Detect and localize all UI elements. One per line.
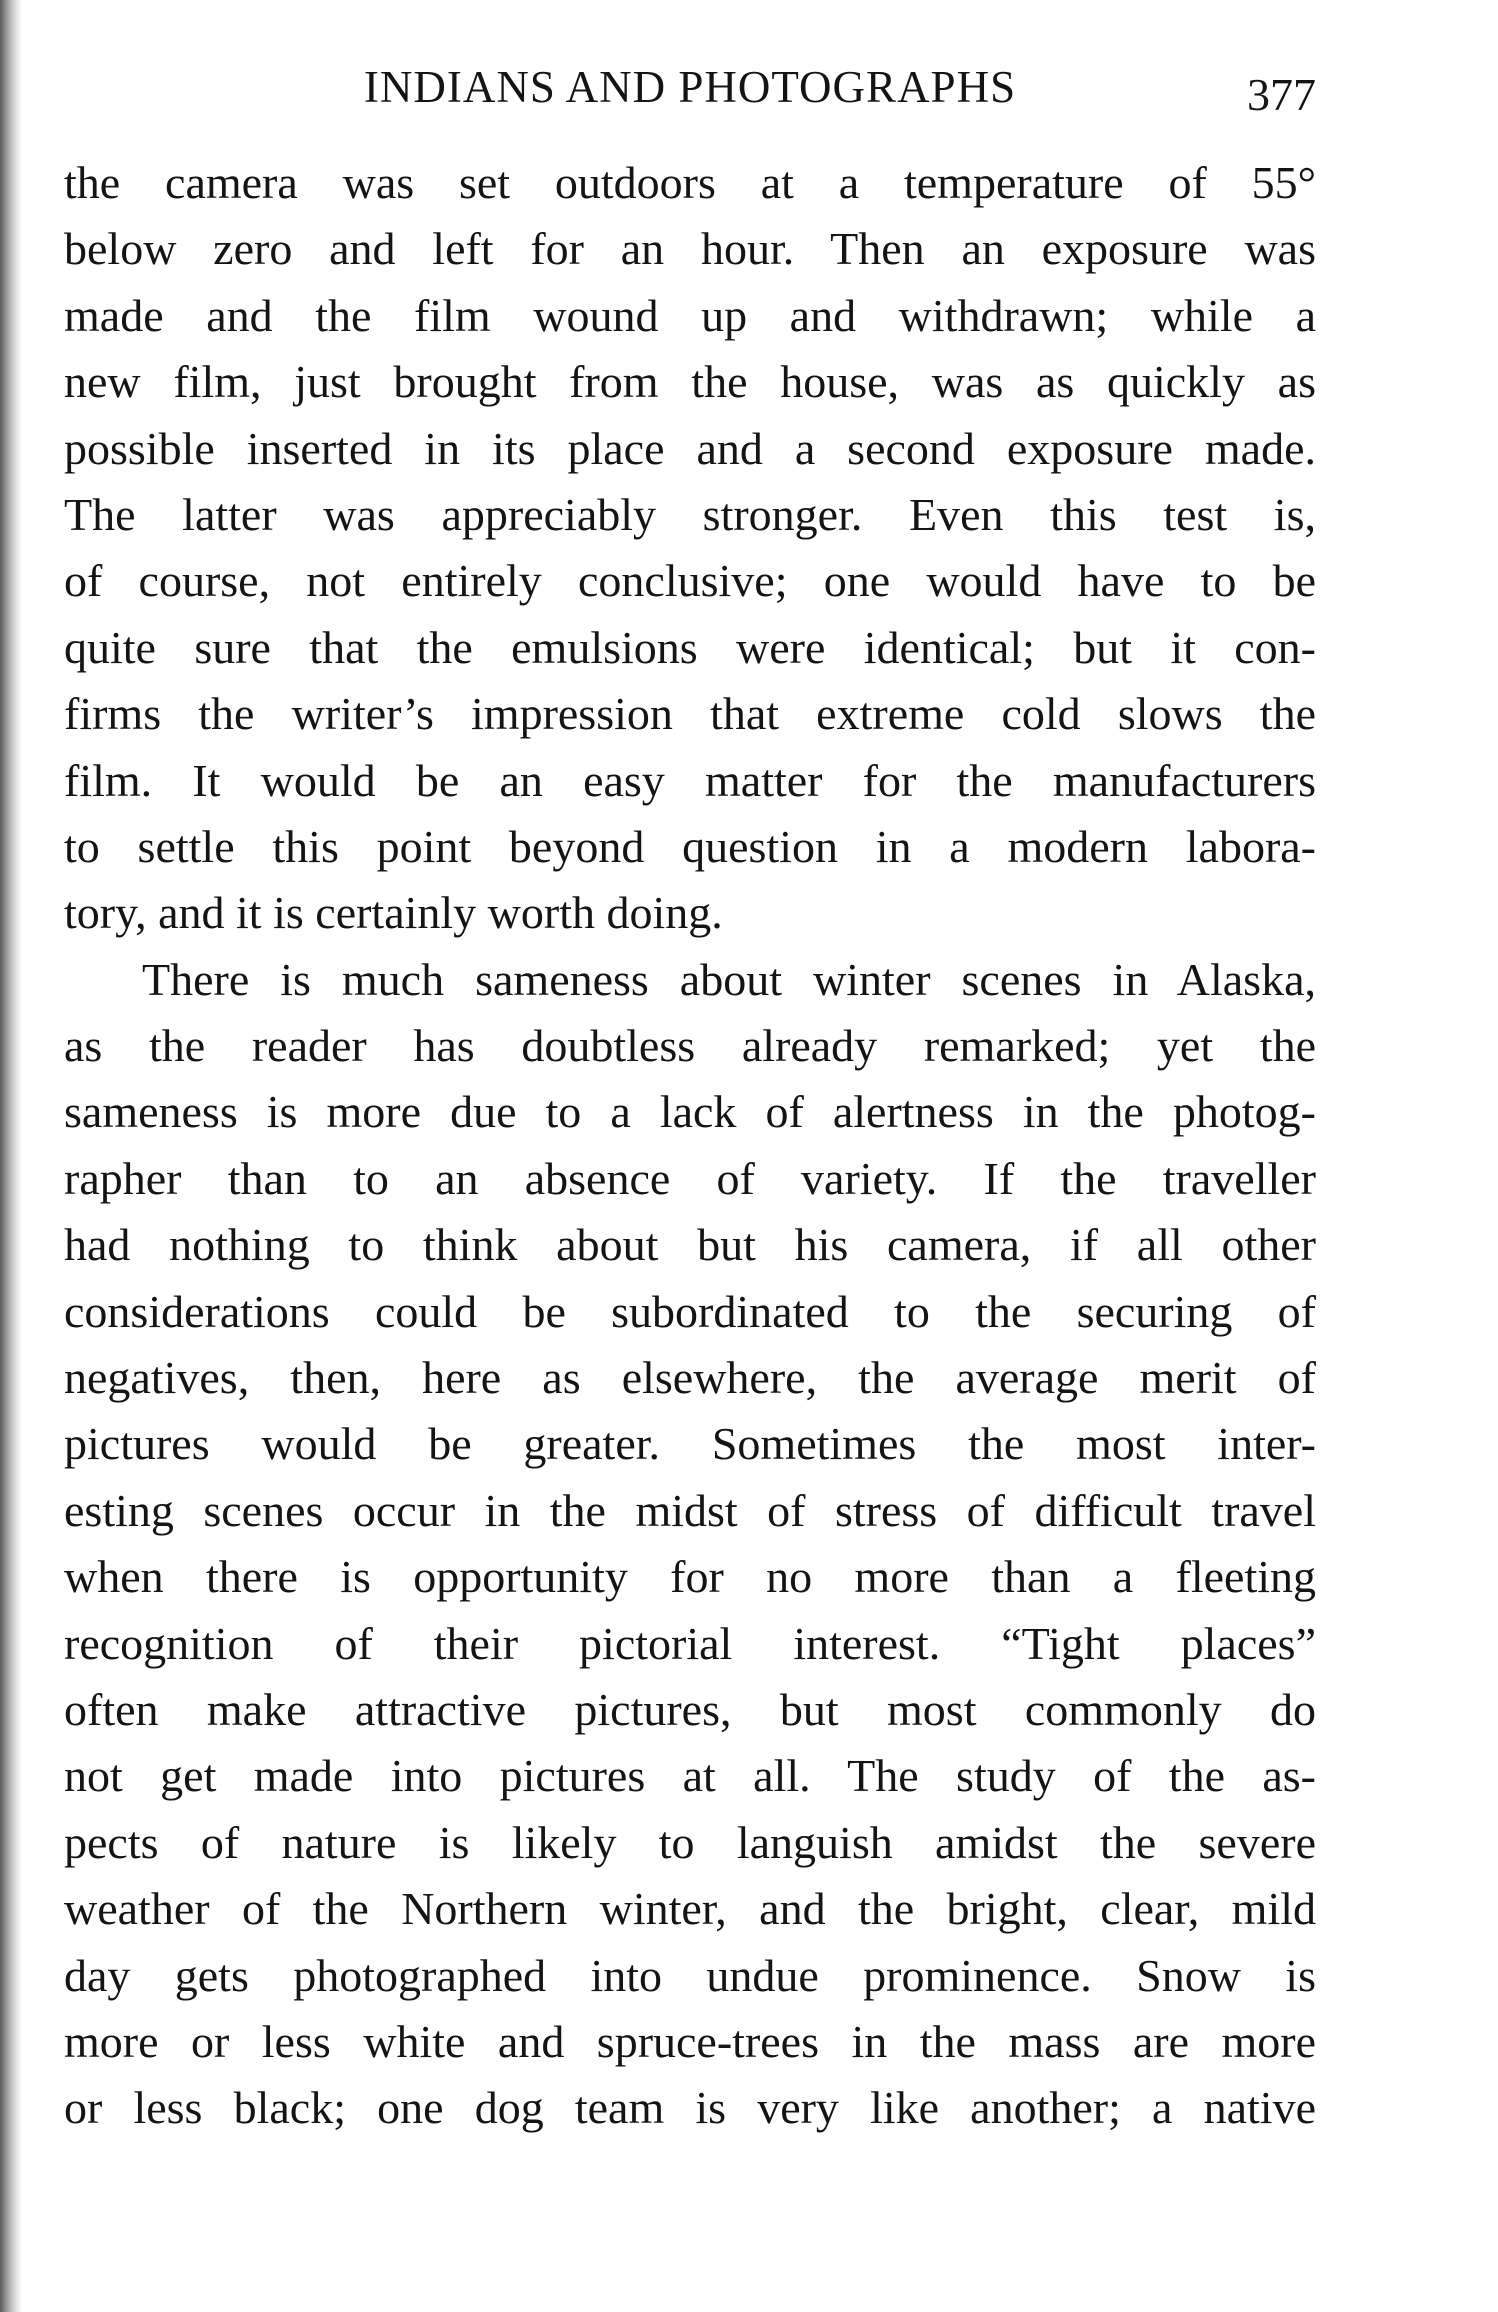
text-line: quite sure that the emulsions were identical; but it con- [64, 621, 1316, 673]
text-line: negatives, then, here as elsewhere, the average merit of [64, 1352, 1316, 1404]
text-line: rapher than to an absence of variety. If the traveller [64, 1152, 1316, 1204]
text-line: film. It would be an easy matter for the manufacturers [64, 754, 1316, 806]
text-line: tory, and it is certainly worth doing. [64, 887, 723, 939]
text-line: to settle this point beyond question in a modern labora- [64, 820, 1316, 872]
text-line: made and the film wound up and withdrawn; while a [64, 289, 1316, 341]
text-line: not get made into pictures at all. The study of the as- [64, 1750, 1316, 1802]
text-line: had nothing to think about but his camera, if all other [64, 1219, 1316, 1271]
text-line: when there is opportunity for no more than a fleeting [64, 1551, 1316, 1603]
page-number: 377 [1247, 69, 1316, 120]
text-line: The latter was appreciably stronger. Even this test is, [64, 488, 1316, 540]
text-line: often make attractive pictures, but most commonly do [64, 1683, 1316, 1735]
text-line: or less black; one dog team is very like another; a native [64, 2082, 1316, 2134]
page-binding-edge [0, 0, 22, 2312]
running-head-title: INDIANS AND PHOTOGRAPHS [363, 62, 1017, 112]
text-line: more or less white and spruce-trees in the mass are more [64, 2015, 1316, 2067]
text-line: possible inserted in its place and a second exposure made. [64, 422, 1316, 474]
body-text [64, 150, 1316, 2142]
text-line: day gets photographed into undue prominence. Snow is [64, 1949, 1316, 2001]
text-line: as the reader has doubtless already remarked; yet the [64, 1020, 1316, 1072]
text-line: pictures would be greater. Sometimes the most inter- [64, 1418, 1316, 1470]
text-line: esting scenes occur in the midst of stress of difficult travel [64, 1484, 1316, 1536]
text-line: firms the writer’s impression that extreme cold slows the [64, 688, 1316, 740]
text-line: sameness is more due to a lack of alertness in the photog- [64, 1086, 1316, 1138]
text-line: the camera was set outdoors at a temperature of 55° [64, 157, 1316, 208]
text-line: There is much sameness about winter scenes in Alaska, [142, 953, 1316, 1005]
text-line: pects of nature is likely to languish amidst the severe [64, 1816, 1316, 1868]
running-head [64, 52, 1316, 122]
text-line: of course, not entirely conclusive; one would have to be [64, 555, 1316, 607]
text-line: considerations could be subordinated to the securing of [64, 1285, 1316, 1337]
text-line: new film, just brought from the house, was as quickly as [64, 356, 1316, 408]
text-line: weather of the Northern winter, and the bright, clear, mild [64, 1883, 1316, 1935]
text-line: recognition of their pictorial interest. “Tight places” [64, 1617, 1316, 1669]
text-line: below zero and left for an hour. Then an exposure was [64, 223, 1316, 275]
